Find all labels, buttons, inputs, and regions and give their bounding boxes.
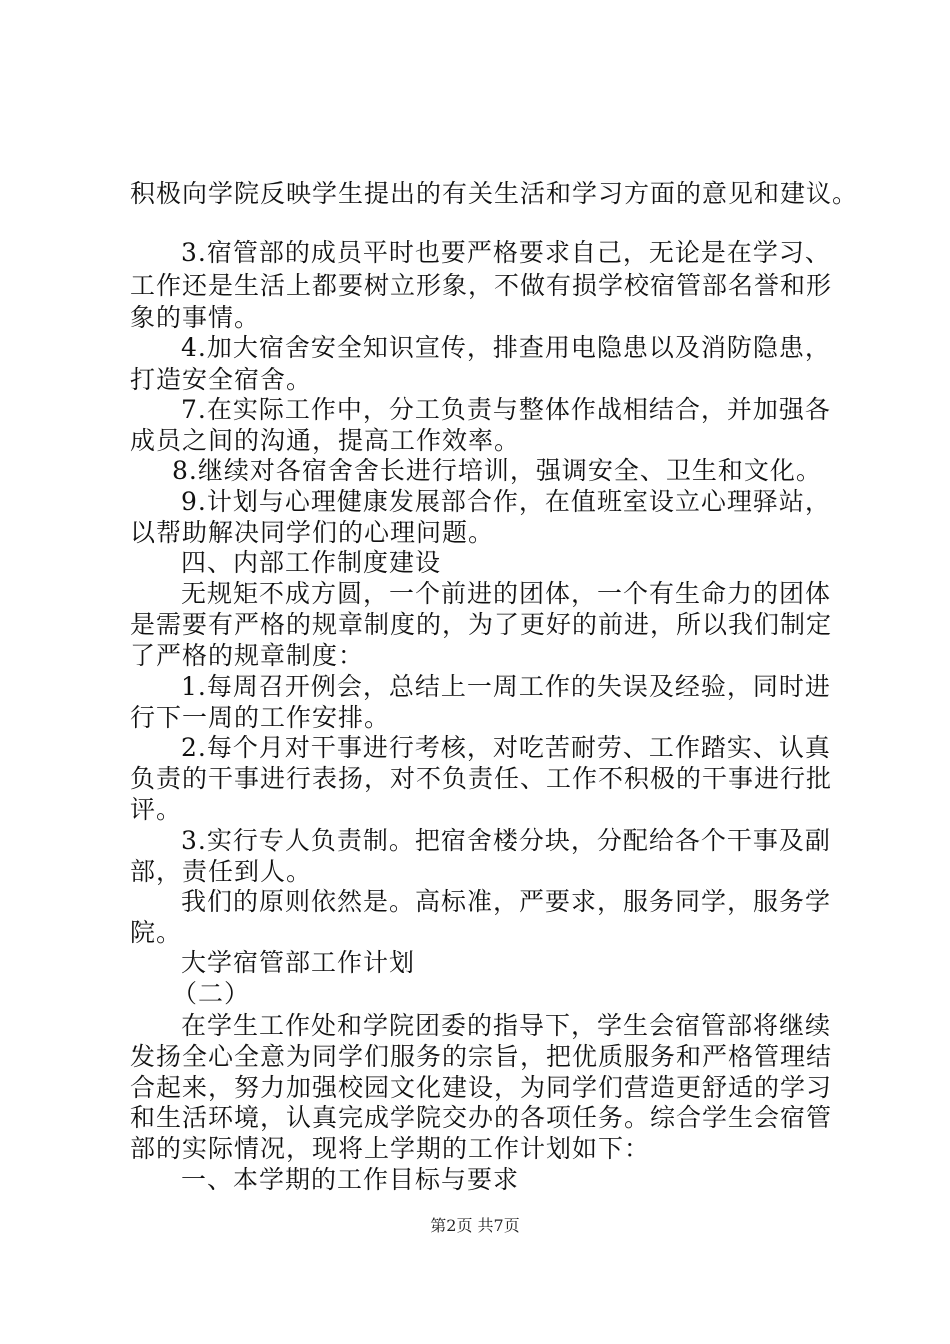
text-line: 积极向学院反映学生提出的有关生活和学习方面的意见和建议。 bbox=[130, 179, 859, 208]
text-line: 7.在实际工作中，分工负责与整体作战相结合，并加强各 bbox=[181, 395, 831, 424]
text-line: （二） bbox=[172, 979, 251, 1008]
text-line: 成员之间的沟通，提高工作效率。 bbox=[130, 426, 521, 455]
document-subtitle: 大学宿管部工作计划 bbox=[181, 948, 416, 977]
text-line: 在学生工作处和学院团委的指导下，学生会宿管部将继续 bbox=[181, 1011, 832, 1040]
text-line: 是需要有严格的规章制度的，为了更好的前进，所以我们制定 bbox=[130, 610, 833, 639]
text-line: 部的实际情况，现将上学期的工作计划如下： bbox=[130, 1134, 651, 1163]
text-line: 和生活环境，认真完成学院交办的各项任务。综合学生会宿管 bbox=[130, 1103, 833, 1132]
section-heading: 四、内部工作制度建设 bbox=[181, 548, 442, 577]
text-line: 我们的原则依然是。高标准，严要求，服务同学，服务学 bbox=[181, 887, 832, 916]
section-heading: 一、本学期的工作目标与要求 bbox=[181, 1165, 520, 1194]
text-line: 无规矩不成方圆，一个前进的团体，一个有生命力的团体 bbox=[181, 579, 832, 608]
text-line: 3.宿管部的成员平时也要严格要求自己，无论是在学习、 bbox=[181, 238, 831, 267]
text-line: 负责的干事进行表扬，对不负责任、工作不积极的干事进行批 bbox=[130, 764, 833, 793]
text-line: 行下一周的工作安排。 bbox=[130, 703, 391, 732]
text-line: 打造安全宿舍。 bbox=[130, 365, 313, 394]
text-line: 4.加大宿舍安全知识宣传，排查用电隐患以及消防隐患， bbox=[181, 333, 831, 362]
text-line: 部，责任到人。 bbox=[130, 857, 313, 886]
text-line: 工作还是生活上都要树立形象，不做有损学校宿管部名誉和形 bbox=[130, 271, 833, 300]
text-line: 了严格的规章制度： bbox=[130, 641, 365, 670]
text-line: 1.每周召开例会，总结上一周工作的失误及经验，同时进 bbox=[181, 672, 831, 701]
text-line: 院。 bbox=[130, 918, 183, 947]
text-line: 8.继续对各宿舍舍长进行培训，强调安全、卫生和文化。 bbox=[172, 456, 822, 485]
text-line: 2.每个月对干事进行考核，对吃苦耐劳、工作踏实、认真 bbox=[181, 733, 831, 762]
text-line: 评。 bbox=[130, 795, 183, 824]
text-line: 3.实行专人负责制。把宿舍楼分块，分配给各个干事及副 bbox=[181, 826, 831, 855]
text-line: 发扬全心全意为同学们服务的宗旨，把优质服务和严格管理结 bbox=[130, 1042, 833, 1071]
text-line: 合起来，努力加强校园文化建设，为同学们营造更舒适的学习 bbox=[130, 1073, 833, 1102]
page-footer: 第2页 共7页 bbox=[430, 1216, 520, 1235]
text-line: 9.计划与心理健康发展部合作，在值班室设立心理驿站， bbox=[181, 487, 831, 516]
text-line: 以帮助解决同学们的心理问题。 bbox=[130, 518, 495, 547]
text-line: 象的事情。 bbox=[130, 303, 261, 332]
